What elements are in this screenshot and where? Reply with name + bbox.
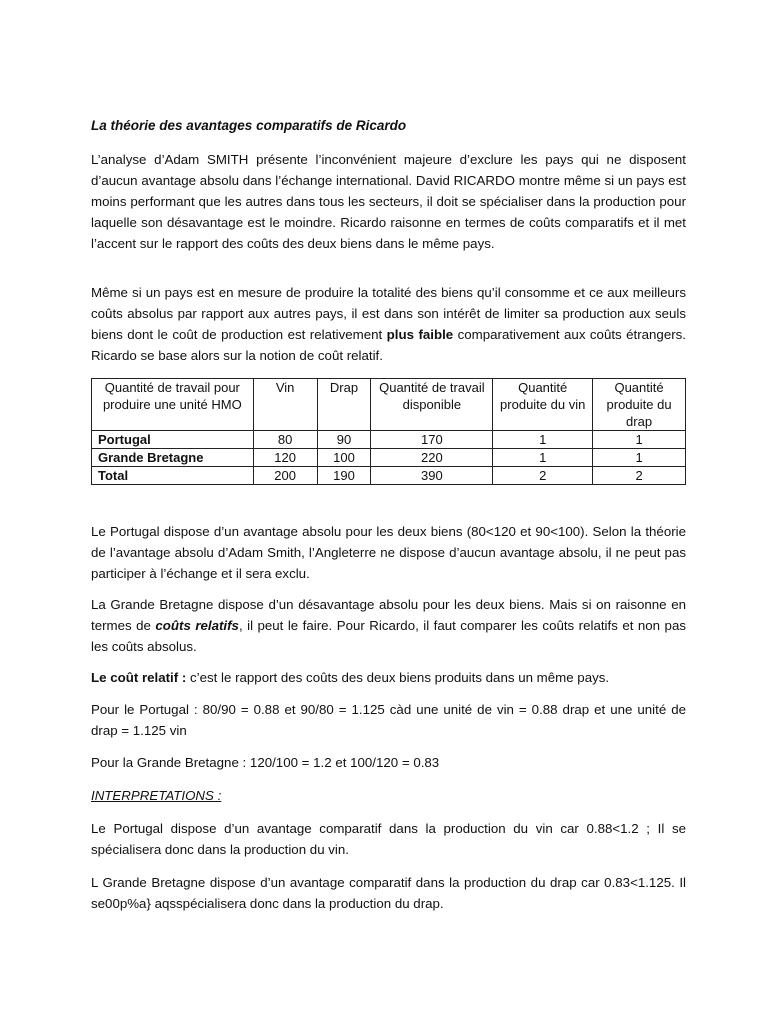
table-header-row (92, 379, 686, 431)
interpretations-heading (91, 785, 686, 806)
table-cell: 220 (371, 449, 493, 467)
table-row (92, 449, 686, 467)
p4-emphasis: coûts relatifs (155, 618, 239, 633)
table-cell: 2 (493, 467, 593, 485)
definition-text: c’est le rapport des coûts des deux biens produits dans un même pays. (186, 670, 610, 685)
table-cell: 1 (593, 431, 686, 449)
labor-cost-table (91, 378, 686, 485)
table-row (92, 431, 686, 449)
paragraph-gb-calc: Pour la Grande Bretagne : 120/100 = 1.2 et 100/120 = 0.83 (91, 755, 440, 770)
table-row (92, 467, 686, 485)
paragraph-gb-relative (91, 594, 686, 657)
p2-bold: plus faible (386, 327, 454, 342)
p2-text-before: Même si un pays est en mesure de produire la totalité des biens qu’il consomme et ce aux meilleurs coûts absolus par rapport aux autres pays, il est dans son intérêt de limiter sa production aux seuls biens dont le coût de production est relativement (91, 285, 686, 342)
row-label: Portugal (92, 431, 254, 449)
p4-text-before: La Grande Bretagne dispose d’un désavantage absolu pour les deux biens. Mais si on raisonne en termes de (91, 597, 686, 633)
table-cell: 120 (253, 449, 317, 467)
table-cell: 1 (593, 449, 686, 467)
header-cell: Quantité de travail pour produire une unité HMO (92, 379, 254, 431)
paragraph-definition (91, 667, 686, 688)
interpretations-label: INTERPRETATIONS : (91, 788, 222, 803)
paragraph-portugal-conclusion: Le Portugal dispose d’un avantage comparatif dans la production du vin car 0.88<1.2 ; Il se spécialisera donc dans la production du vin. (91, 821, 686, 857)
table-cell: 2 (593, 467, 686, 485)
table-cell: 170 (371, 431, 493, 449)
table-cell: 90 (317, 431, 371, 449)
row-label: Grande Bretagne (92, 449, 254, 467)
paragraph-relative-cost (91, 282, 686, 366)
header-cell: Drap (317, 379, 371, 431)
table-cell: 1 (493, 449, 593, 467)
paragraph-smith-ricardo: L’analyse d’Adam SMITH présente l’inconvénient majeure d’exclure les pays qui ne disposent d’aucun avantage absolu dans l’échange international. David RICARDO montre même si un pays est moins performant que les autres dans tous les secteurs, il doit se spécialiser dans la production pour laquelle son désavantage est le moindre. Ricardo raisonne en termes de coûts comparatifs et il met l’accent sur le rapport des coûts des deux biens dans le même pays. (91, 152, 686, 251)
table-cell: 390 (371, 467, 493, 485)
table-cell: 190 (317, 467, 371, 485)
section-title: La théorie des avantages comparatifs de Ricardo (91, 118, 407, 133)
paragraph-gb-conclusion: L Grande Bretagne dispose d’un avantage comparatif dans la production du drap car 0.83<1.125. Il se00p%a} aqsspécialisera donc dans la production du drap. (91, 875, 686, 911)
table-cell: 80 (253, 431, 317, 449)
header-cell: Vin (253, 379, 317, 431)
p4-text-after: , il peut le faire. Pour Ricardo, il faut comparer les coûts relatifs et non pas les coûts absolus. (91, 618, 686, 654)
header-cell: Quantité de travail disponible (371, 379, 493, 431)
paragraph-portugal-calc: Pour le Portugal : 80/90 = 0.88 et 90/80 = 1.125 càd une unité de vin = 0.88 drap et une unité de drap = 1.125 vin (91, 702, 686, 738)
table-cell: 1 (493, 431, 593, 449)
p2-text-after: comparativement aux coûts étrangers. Ricardo se base alors sur la notion de coût relatif. (91, 327, 686, 363)
header-cell: Quantité produite du drap (593, 379, 686, 431)
paragraph-portugal-absolute: Le Portugal dispose d’un avantage absolu pour les deux biens (80<120 et 90<100). Selon la théorie de l’avantage absolu d’Adam Smith, l’Angleterre ne dispose d’aucun avantage absolu, il ne peut pas participer à l’échange et il sera exclu. (91, 524, 686, 581)
row-label: Total (92, 467, 254, 485)
table-cell: 100 (317, 449, 371, 467)
definition-term: Le coût relatif : (91, 670, 187, 685)
table-cell: 200 (253, 467, 317, 485)
header-cell: Quantité produite du vin (493, 379, 593, 431)
